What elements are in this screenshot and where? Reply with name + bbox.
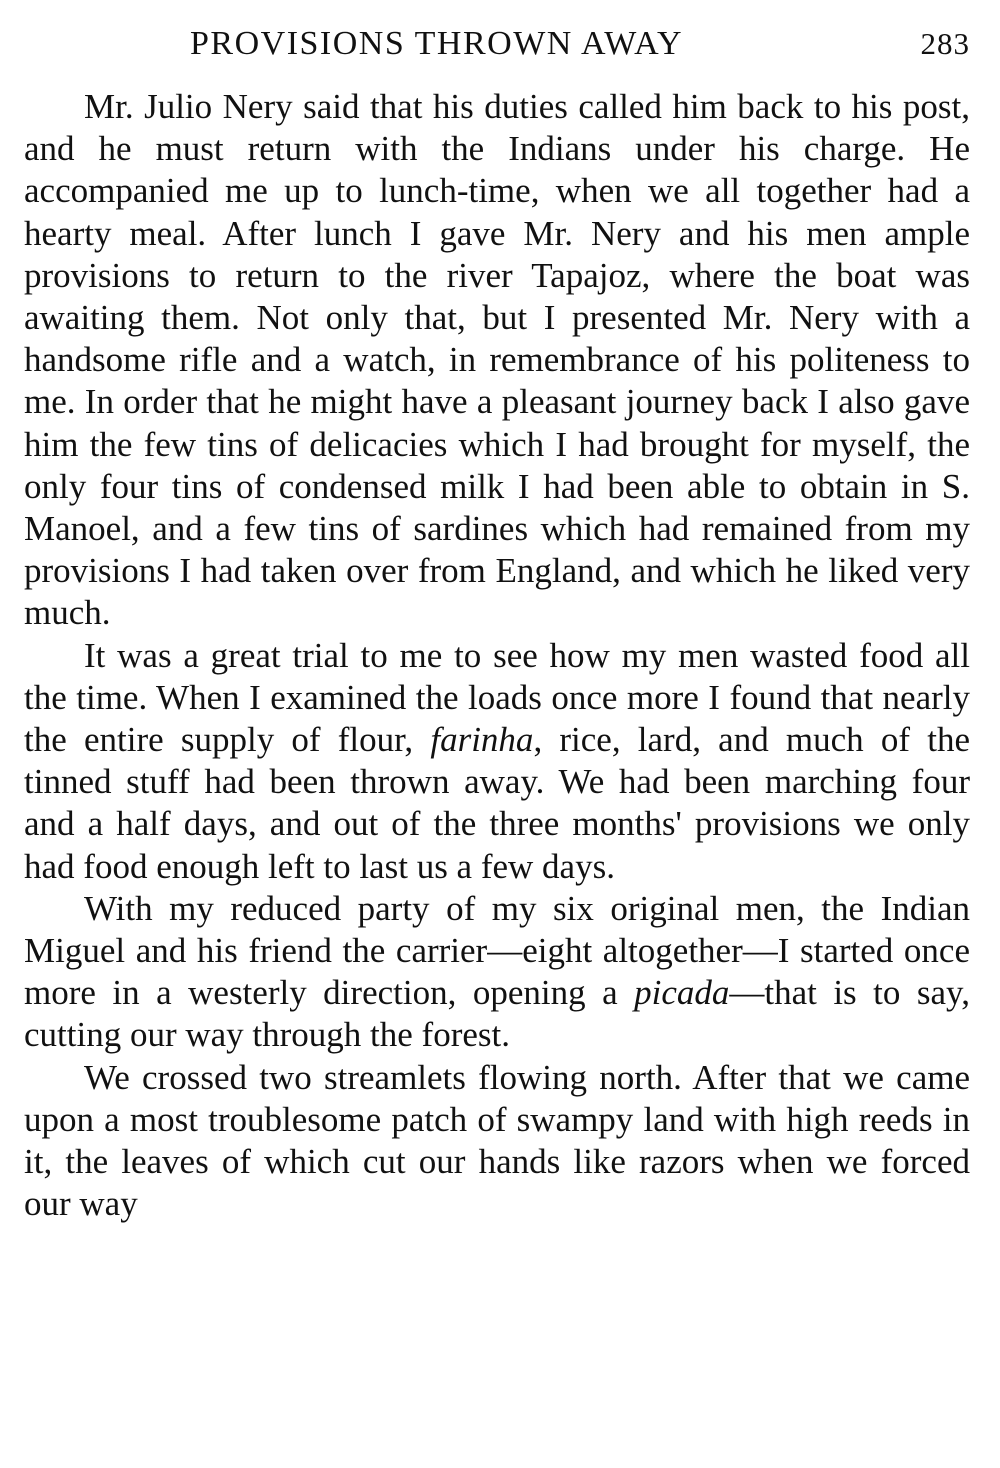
paragraph xyxy=(24,888,970,1057)
book-page xyxy=(24,0,970,1468)
running-title: PROVISIONS THROWN AWAY xyxy=(190,25,684,62)
text-run: , rice, lard, and much of the tinned stuff had been thrown away. We had been marching four and a half days, and out of the three months' provisions we only had food enough left to last us a few days. xyxy=(24,720,970,886)
italic-term: picada xyxy=(634,973,730,1013)
text-run: With my reduced party of my six original men, the Indian Miguel and his friend the carrier—eight altogether—I started once more in a westerly direction, opening a xyxy=(24,888,970,1013)
text-run: It was a great trial to me to see how my men wasted food all the time. When I examined the loads once more I found that nearly the entire supply of flour, xyxy=(24,635,970,760)
paragraph xyxy=(24,86,970,635)
paragraph xyxy=(24,635,970,888)
page-number: 283 xyxy=(920,26,970,61)
italic-term: farinha xyxy=(430,720,534,760)
body-text xyxy=(24,86,970,1225)
text-run: —that is to say, cutting our way through the forest. xyxy=(24,973,971,1055)
running-header xyxy=(24,24,970,64)
text-run: Mr. Julio Nery said that his duties called him back to his post, and he must return with the Indians under his charge. He accompanied me up to lunch-time, when we all together had a hearty meal. After lunch I gave Mr. Nery and his men ample provisions to return to the river Tapajoz, where the boat was awaiting them. Not only that, but I presented Mr. Nery with a handsome rifle and a watch, in remembrance of his politeness to me. In order that he might have a pleasant journey back I also gave him the few tins of delicacies which I had brought for myself, the only four tins of condensed milk I had been able to obtain in S. Manoel, and a few tins of sardines which had remained from my provisions I had taken over from England, and which he liked very much. xyxy=(24,87,970,633)
paragraph xyxy=(24,1057,970,1226)
text-run: We crossed two streamlets flowing north. After that we came upon a most troublesome patch of swampy land with high reeds in it, the leaves of which cut our hands like razors when we forced our way xyxy=(24,1057,970,1224)
